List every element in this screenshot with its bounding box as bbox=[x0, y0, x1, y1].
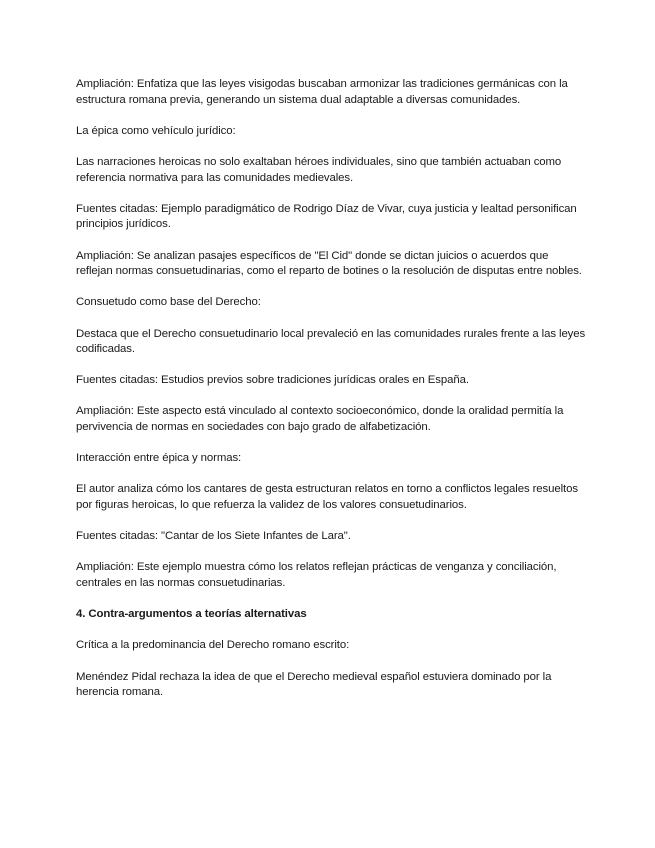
paragraph-menendez-pidal: Menéndez Pidal rechaza la idea de que el Derecho medieval español estuviera dominado por la herencia romana. bbox=[76, 670, 552, 699]
paragraph-ampliacion-oralidad: Ampliación: Este aspecto está vinculado al contexto socioeconómico, donde la oralidad permitía la pervivencia de normas en sociedades con bajo grado de alfabetización. bbox=[76, 405, 564, 434]
paragraph-ampliacion-venganza: Ampliación: Este ejemplo muestra cómo los relatos reflejan prácticas de venganza y conciliación, centrales en las normas consuetudinarias. bbox=[76, 561, 557, 589]
section-heading-contra-argumentos: 4. Contra-argumentos a teorías alternativas bbox=[76, 608, 307, 621]
paragraph-fuentes-infantes-lara: Fuentes citadas: "Cantar de los Siete Infantes de Lara". bbox=[76, 530, 351, 543]
paragraph-cantares-gesta: El autor analiza cómo los cantares de gesta estructuran relatos en torno a conflictos legales resueltos por figuras heroicas, lo que refuerza la validez de los valores consuetudinarios. bbox=[76, 483, 578, 512]
paragraph-fuentes-rodrigo: Fuentes citadas: Ejemplo paradigmático de Rodrigo Díaz de Vivar, cuya justicia y lealtad personifican principios jurídicos. bbox=[76, 202, 577, 231]
paragraph-critica-derecho-romano: Crítica a la predominancia del Derecho romano escrito: bbox=[76, 639, 350, 652]
paragraph-consuetudo-base: Consuetudo como base del Derecho: bbox=[76, 296, 261, 309]
paragraph-derecho-consuetudinario: Destaca que el Derecho consuetudinario local prevaleció en las comunidades rurales frente a las leyes codificadas. bbox=[76, 327, 586, 356]
paragraph-ampliacion-visigodas: Ampliación: Enfatiza que las leyes visigodas buscaban armonizar las tradiciones germánicas con la estructura romana previa, generando un sistema dual adaptable a diversas comunidades. bbox=[76, 78, 568, 106]
document-page bbox=[76, 77, 586, 716]
paragraph-fuentes-tradiciones-orales: Fuentes citadas: Estudios previos sobre tradiciones jurídicas orales en España. bbox=[76, 374, 469, 387]
paragraph-narraciones-heroicas: Las narraciones heroicas no solo exaltaban héroes individuales, sino que también actuaban como referencia normativa para las comunidades medievales. bbox=[76, 155, 562, 184]
paragraph-interaccion-epica-normas: Interacción entre épica y normas: bbox=[76, 452, 242, 465]
paragraph-ampliacion-el-cid: Ampliación: Se analizan pasajes específicos de "El Cid" donde se dictan juicios o acuerdos que reflejan normas consuetudinarias, como el reparto de botines o la resolución de disputas entre nobles. bbox=[76, 249, 582, 278]
paragraph-epica-vehiculo-juridico: La épica como vehículo jurídico: bbox=[76, 124, 236, 137]
